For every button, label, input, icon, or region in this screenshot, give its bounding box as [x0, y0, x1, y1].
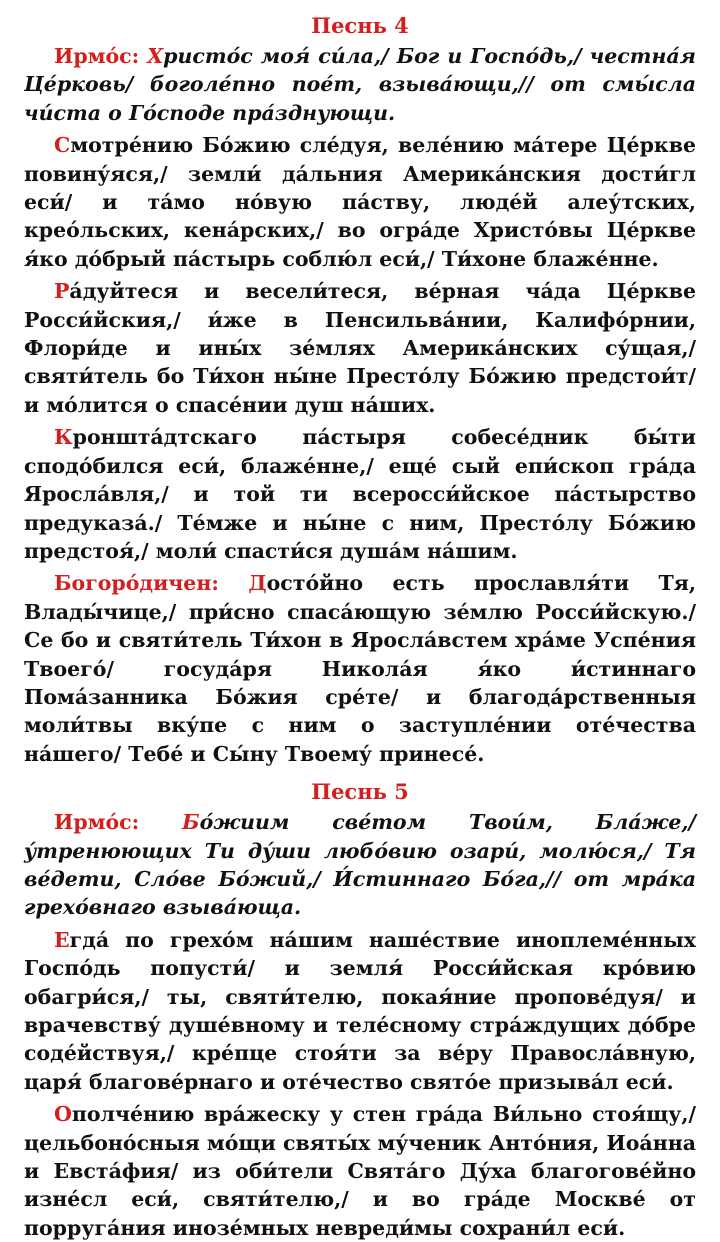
troparion-text: а́дуйтеся и весели́теся, ве́рная ча́да Це́ркве Росси́йския,/ и́же в Пенсильва́нии, Калифо́рнии, Флори́де и ины́х зе́млях Америка́нских су́щая,/ святи́тель бо Ти́хон ны́не Престо́лу Бо́жию предстои́т/ и мо́лится о спасе́нии душ на́ших. — [24, 279, 696, 417]
troparion-text: роншта́дтскаго па́стыря собесе́дник бы́ти сподо́бился еси́, блаже́нне,/ еще́ сый епи́скоп гра́да Яросла́вля,/ и той ти всеросси́йское па́стырство предуказа́./ Те́мже и ны́не с ним, Престо́лу Бо́жию предстоя́,/ моли́ спасти́ся душа́м на́шим. — [24, 425, 696, 563]
theotokion-text: осто́йно есть прославля́ти Тя, Влады́чице,/ при́сно спаса́ющую зе́млю Росси́йскую./ Се бо и святи́тель Ти́хон в Яросла́встем хра́ме Успе́ния Твоего́/ госуда́ря Никола́я я́ко и́стиннаго Помáзанника Бо́жия сре́те/ и благода́рственныя моли́твы вку́пе с ним о заступле́нии оте́чества на́шего/ Тебе́ и Сы́ну Твоему́ принесе́. — [24, 571, 697, 766]
drop-initial: К — [54, 425, 73, 450]
irmos-text: ристо́с моя́ си́ла,/ Бог и Госпо́дь,/ честна́я Це́рковь/ боголе́пно пое́т, взыва́ющи,// от смы́сла чи́ста о Го́споде пра́зднующи. — [24, 44, 696, 125]
ode-5-heading: Песнь 5 — [311, 779, 409, 805]
irmos-initial: Х — [147, 44, 164, 68]
irmos-initial: Б — [182, 810, 200, 835]
ode-4-troparion-2 — [24, 277, 696, 419]
ode-4-irmos — [24, 42, 696, 127]
theotokion-label: Богоро́дичен: — [54, 571, 249, 596]
drop-initial: Д — [248, 571, 267, 596]
drop-initial: Р — [54, 279, 70, 304]
drop-initial: С — [54, 133, 71, 158]
ode-4-troparion-3 — [24, 423, 696, 565]
troparion-text: полче́нию вра́жеску у стен гра́да Ви́льно стоя́щу,/ цельбоно́сныя мо́щи святы́х му́ченик Анто́ния, Иоа́нна и Евста́фия/ из оби́тели Свята́го Ду́ха благогове́йно изне́сл еси́, святи́телю,/ и во гра́де Москве́ от порруга́ния инозе́мных невреди́мы сохрани́л еси́. — [24, 1102, 696, 1240]
drop-initial: О — [54, 1102, 72, 1127]
irmos-label: Ирмо́с: — [54, 810, 183, 835]
ode-4-troparion-1 — [24, 131, 696, 273]
ode-4-heading: Песнь 4 — [311, 13, 409, 38]
ode-5-irmos — [24, 808, 696, 922]
ode-5-troparion-2 — [24, 1100, 696, 1242]
ode-5-troparion-1 — [24, 926, 696, 1096]
ode-4-theotokion — [24, 569, 696, 768]
irmos-label: Ирмо́с: — [54, 44, 148, 68]
irmos-text: о́жиим све́том Твои́м, Бла́же,/ у́тренюющих Ти ду́ши любо́вию озари́, молю́ся,/ Тя ве́дети, Сло́ве Бо́жий,/ И́стиннаго Бо́га,// от мра́ка грехо́внаго взыва́юща. — [24, 810, 696, 920]
drop-initial: Е — [54, 927, 70, 952]
troparion-text: мотре́нию Бо́жию сле́дуя, веле́нию ма́тере Це́ркве повину́яся,/ земли́ да́льния Америка́нския дости́гл еси́/ и та́мо но́вую па́ству, люде́й алеу́тских, креóльских, кена́рских,/ во огра́де Христо́вы Це́ркве я́ко до́брый па́стырь соблю́л еси́,/ Ти́хоне блаже́нне. — [24, 133, 696, 271]
troparion-text: гда́ по грехо́м на́шим наше́ствие иноплеме́нных Госпо́дь попусти́/ и земля́ Росси́йская кро́вию обагри́ся,/ ты, святи́телю, покая́ние пропове́дуя/ и врачевству́ душе́вному и теле́сному стра́ждущих до́бре соде́йствуя,/ кре́пце стоя́ти за ве́ру Правосла́вную, царя́ благове́рнаго и оте́чество свято́е призыва́л еси́. — [24, 927, 696, 1094]
